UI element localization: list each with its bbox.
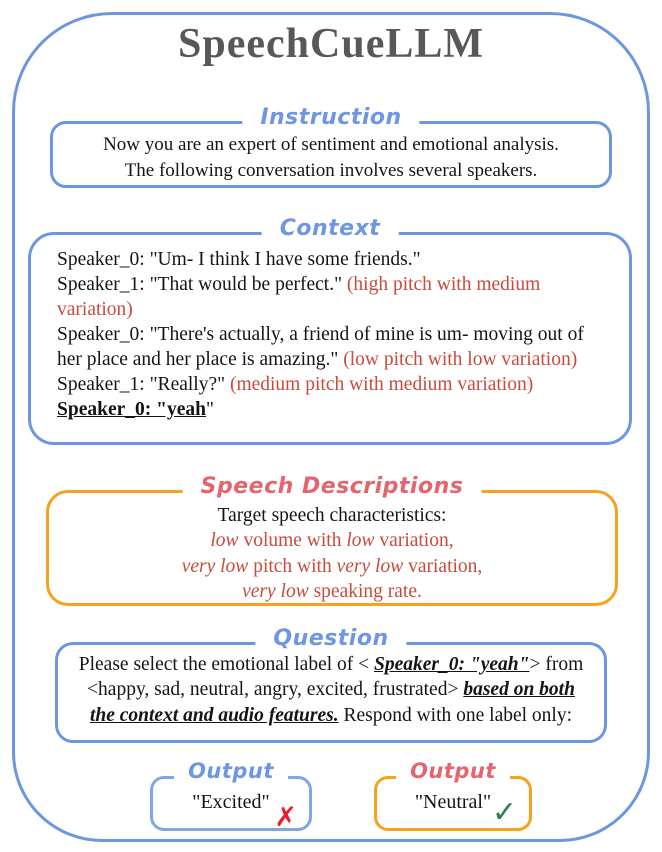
speech-text: volume with	[238, 530, 347, 552]
context-turn	[57, 273, 609, 323]
instruction-panel	[50, 105, 612, 188]
turn-target-text: Speaker_0: "yeah	[57, 398, 206, 420]
speech-line-1	[49, 528, 615, 553]
question-target-emph: Speaker_0: "yeah"	[374, 654, 530, 675]
context-panel	[28, 216, 632, 445]
speech-line-3	[49, 579, 615, 604]
speech-emph: very low	[242, 581, 309, 603]
turn-text: Speaker_0: "Um- I think I have some friends."	[57, 249, 421, 270]
speech-descriptions-panel	[46, 474, 618, 606]
output-box-incorrect	[150, 759, 312, 833]
question-text: Respond with one label only:	[338, 704, 573, 726]
speech-heading: Target speech characteristics:	[217, 505, 447, 526]
speech-text: pitch with	[248, 555, 337, 577]
output-label-correct: Output	[396, 758, 510, 784]
speech-line-2	[49, 554, 615, 579]
speech-emph: very low	[336, 555, 404, 577]
context-turn	[57, 323, 609, 373]
speech-text: speaking rate.	[308, 581, 422, 603]
turn-target-tail: "	[205, 398, 214, 420]
speech-descriptions-label: Speech Descriptions	[183, 474, 482, 500]
speech-emph: very low	[181, 555, 249, 577]
output-label-incorrect: Output	[174, 758, 288, 784]
turn-annotation: (medium pitch with medium variation)	[229, 373, 534, 395]
question-instruction-emph: based on both the context and audio features.	[89, 679, 575, 726]
context-turn	[57, 373, 609, 398]
question-label: Question	[255, 626, 406, 652]
figure-title: SpeechCueLLM	[178, 21, 484, 67]
context-label: Context	[262, 216, 399, 242]
instruction-line-1: Now you are an expert of sentiment and emotional analysis.	[103, 134, 559, 155]
output-box-correct	[374, 759, 532, 831]
instruction-line-2: The following conversation involves several speakers.	[124, 159, 538, 181]
question-panel	[55, 626, 607, 743]
question-text: > from <happy, sad, neutral, angry, excited, frustrated>	[87, 654, 584, 701]
turn-text: Speaker_1: "Really?"	[57, 373, 230, 395]
correct-mark-icon: ✓	[491, 795, 517, 830]
speech-text: variation,	[374, 530, 454, 552]
speech-emph: low	[210, 530, 239, 552]
turn-text: Speaker_0: "There's actually, a friend of mine is um- moving out of her place and her place is amazing."	[57, 323, 584, 370]
output-value-incorrect: "Excited"	[192, 791, 270, 813]
turn-annotation: (low pitch with low variation)	[343, 348, 578, 370]
question-text: Please select the emotional label of <	[78, 654, 375, 675]
context-turn-target	[57, 398, 609, 423]
context-turn	[57, 248, 609, 273]
wrong-mark-icon: ✗	[274, 802, 297, 833]
instruction-label: Instruction	[242, 105, 419, 131]
speech-text: variation,	[403, 555, 483, 577]
turn-text: Speaker_1: "That would be perfect."	[57, 273, 347, 295]
turn-annotation: (high pitch with medium variation)	[57, 273, 541, 320]
output-value-correct: "Neutral"	[414, 791, 492, 813]
speech-emph: low	[346, 530, 375, 552]
